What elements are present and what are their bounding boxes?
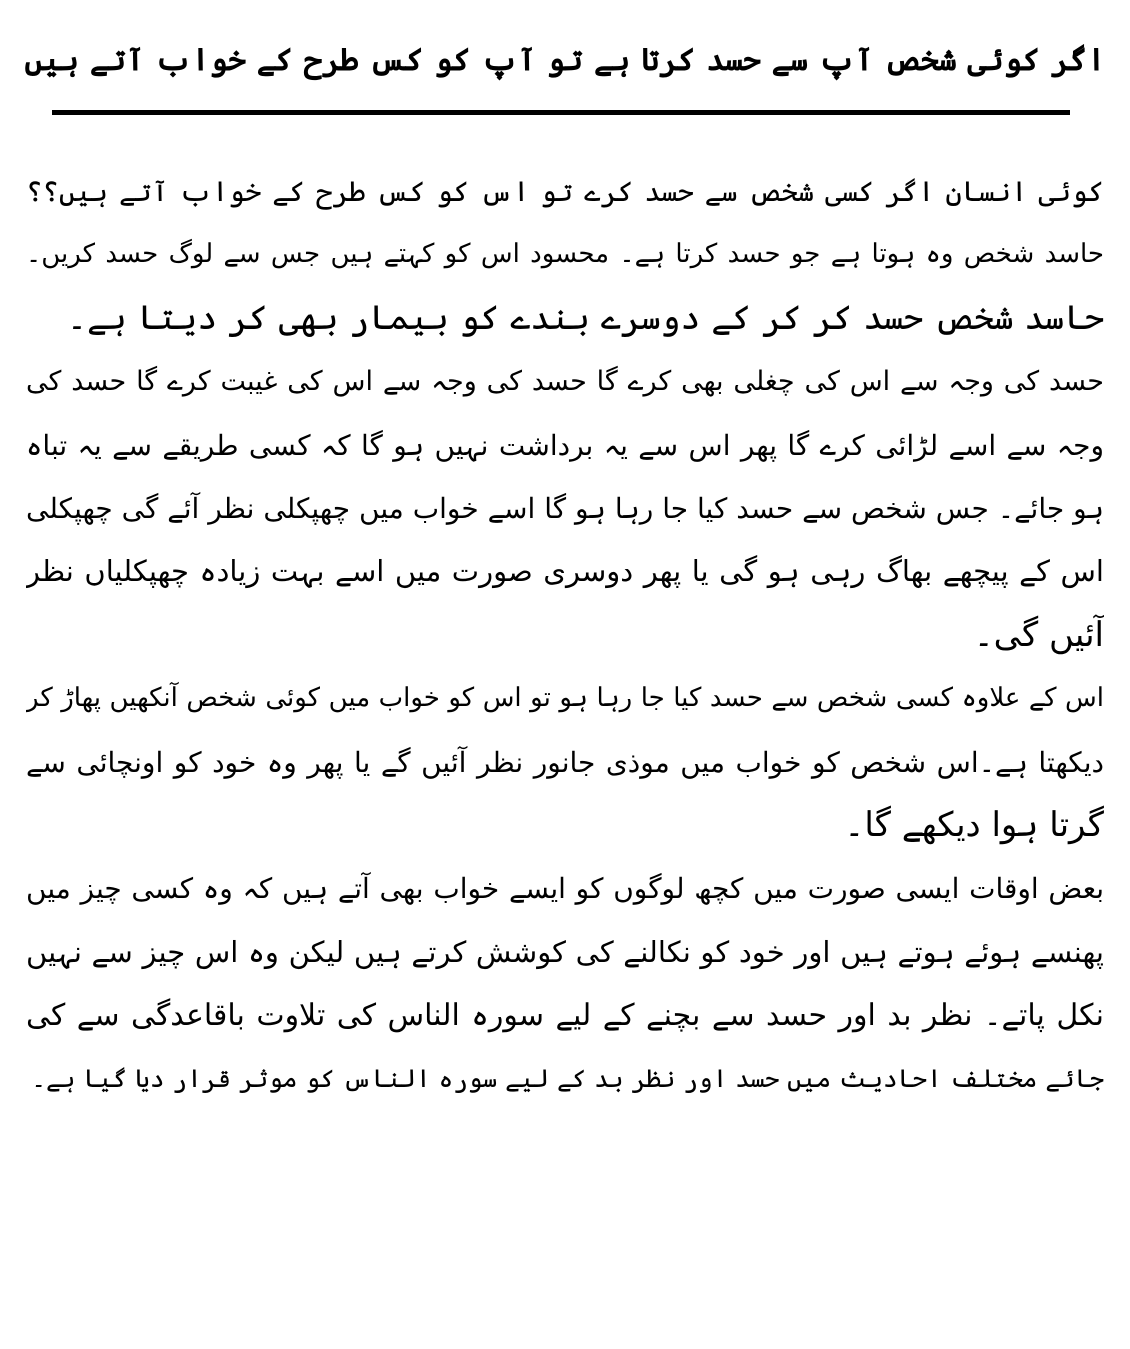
text-line: کوئی انسان اگر کسی شخص سے حسد کرے تو اس کو کس طرح کے خواب آتے ہیں؟؟	[26, 175, 1104, 208]
text-line: نکل پاتے۔ نظر بد اور حسد سے بچنے کے لیے سورہ الناس کی تلاوت باقاعدگی سے کی	[26, 998, 1104, 1034]
text-line: وجہ سے اسے لڑائی کرے گا پھر اس سے یہ برداشت نہیں ہو گا کہ کسی طریقے سے یہ تباہ	[26, 428, 1104, 462]
text-line: پھنسے ہوئے ہوتے ہیں اور خود کو نکالنے کی کوشش کرتے ہیں لیکن وہ اس چیز سے نہیں	[26, 934, 1104, 969]
text-line: ہو جائے۔ جس شخص سے حسد کیا جا رہا ہو گا اسے خواب میں چھپکلی نظر آئے گی چھپکلی	[26, 491, 1104, 525]
title-underline	[52, 110, 1070, 115]
text-line: بعض اوقات ایسی صورت میں کچھ لوگوں کو ایسے خواب بھی آتے ہیں کہ وہ کسی چیز میں	[26, 872, 1104, 906]
paragraph-4	[26, 857, 1104, 1111]
text-line: دیکھتا ہے۔اس شخص کو خواب میں موذی جانور نظر آئیں گے یا پھر وہ خود کو اونچائی سے	[26, 745, 1104, 779]
text-line: حسد کی وجہ سے اس کی چغلی بھی کرے گا حسد کی وجہ سے اس کی غیبت کرے گا حسد کی	[26, 366, 1104, 398]
text-line: حاسد شخص حسد کر کر کے دوسرے بندے کو بیمار بھی کر دیتا ہے۔	[67, 297, 1104, 338]
article-title: اگر کوئی شخص آپ سے حسد کرتا ہے تو آپ کو کس طرح کے خواب آتے ہیں	[24, 42, 1106, 78]
text-line: گرتا ہوا دیکھے گا۔	[844, 804, 1104, 845]
text-line: جائے مختلف احادیث میں حسد اور نظر بد کے لیے سورہ الناس کو موثر قرار دیا گیا ہے۔	[31, 1064, 1104, 1094]
paragraph-3	[26, 667, 1104, 857]
text-line: اس کے علاوہ کسی شخص سے حسد کیا جا رہا ہو تو اس کو خواب میں کوئی شخص آنکھیں پھاڑ کر	[26, 683, 1104, 714]
text-line: اس کے پیچھے بھاگ رہی ہو گی یا پھر دوسری صورت میں اسے بہت زیادہ چھپکلیاں نظر	[26, 554, 1104, 589]
text-line: آئیں گی۔	[973, 614, 1104, 655]
text-line: حاسد شخص وہ ہوتا ہے جو حسد کرتا ہے۔ محسود اس کو کہتے ہیں جس سے لوگ حسد کریں۔	[26, 239, 1104, 270]
article-body	[26, 160, 1104, 1111]
paragraph-1	[26, 160, 1104, 350]
paragraph-2	[26, 350, 1104, 667]
